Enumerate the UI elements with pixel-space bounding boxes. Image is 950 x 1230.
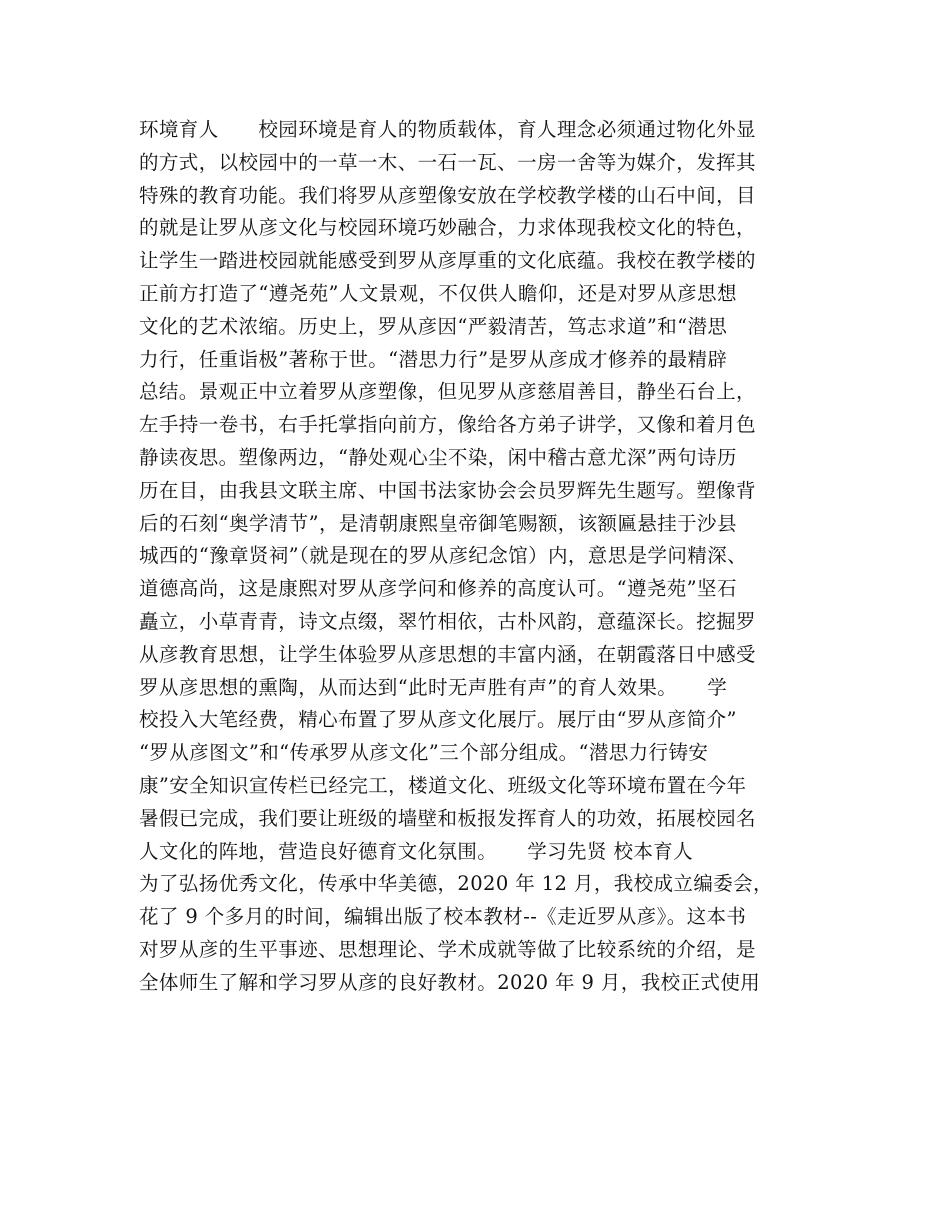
text-line: 环境育人 校园环境是育人的物质载体，育人理念必须通过物化外显 (139, 118, 756, 141)
text-line: 全体师生了解和学习罗从彦的良好教材。2020 年 9 月，我校正式使用 (139, 970, 761, 994)
text-line: 矗立，小草青青，诗文点缀，翠竹相依，古朴风韵，意蕴深长。挖掘罗 (139, 609, 756, 633)
text-line: 力行，任重诣极”著称于世。“潜思力行”是罗从彦成才修养的最精辟 (139, 347, 728, 371)
text-line: 的就是让罗从彦文化与校园环境巧妙融合，力求体现我校文化的特色， (139, 216, 756, 240)
text-line: 道德高尚，这是康熙对罗从彦学问和修养的高度认可。“遵尧苑”坚石 (139, 577, 737, 601)
text-line: 后的石刻“奥学清节”，是清朝康熙皇帝御笔赐额，该额匾悬挂于沙县 (139, 511, 737, 535)
text-line: 让学生一踏进校园就能感受到罗从彦厚重的文化底蕴。我校在教学楼的 (139, 249, 756, 273)
text-line: 暑假已完成，我们要让班级的墙壁和板报发挥育人的功效，拓展校园名 (139, 806, 756, 830)
text-line: 人文化的阵地，营造良好德育文化氛围。 学习先贤 校本育人 (139, 839, 694, 863)
text-line: 罗从彦思想的熏陶，从而达到“此时无声胜有声”的育人效果。 学 (139, 675, 728, 699)
text-line: 历在目，由我县文联主席、中国书法家协会会员罗辉先生题写。塑像背 (139, 478, 756, 502)
text-line: 总结。景观正中立着罗从彦塑像，但见罗从彦慈眉善目，静坐石台上， (139, 380, 756, 404)
text-line: 从彦教育思想，让学生体验罗从彦思想的丰富内涵，在朝霞落日中感受 (139, 642, 756, 666)
text-line: “罗从彦图文”和“传承罗从彦文化”三个部分组成。“潜思力行铸安 (139, 741, 709, 765)
text-line: 特殊的教育功能。我们将罗从彦塑像安放在学校教学楼的山石中间，目 (139, 183, 756, 207)
text-line: 文化的艺术浓缩。历史上，罗从彦因“严毅清苦，笃志求道”和“潜思 (139, 314, 728, 338)
body-text (139, 114, 819, 1000)
text-line: 为了弘扬优秀文化，传承中华美德，2020 年 12 月，我校成立编委会， (139, 872, 773, 896)
text-line: 城西的“豫章贤祠”（就是现在的罗从彦纪念馆）内，意思是学问精深、 (139, 544, 747, 568)
text-line: 正前方打造了“遵尧苑”人文景观，不仅供人瞻仰，还是对罗从彦思想 (139, 281, 737, 305)
text-line: 静读夜思。塑像两边，“静处观心尘不染，闲中稽古意尤深”两句诗历 (139, 445, 737, 469)
text-line: 康”安全知识宣传栏已经完工，楼道文化、班级文化等环境布置在今年 (139, 773, 747, 797)
text-line: 校投入大笔经费，精心布置了罗从彦文化展厅。展厅由“罗从彦简介” (139, 708, 737, 732)
text-line: 的方式，以校园中的一草一木、一石一瓦、一房一舍等为媒介，发挥其 (139, 150, 756, 174)
text-line: 左手持一卷书，右手托掌指向前方，像给各方弟子讲学，又像和着月色 (139, 413, 756, 437)
text-line: 花了 9 个多月的时间，编辑出版了校本教材--《走近罗从彦》。这本书 (139, 905, 747, 929)
text-line: 对罗从彦的生平事迹、思想理论、学术成就等做了比较系统的介绍，是 (139, 937, 756, 961)
